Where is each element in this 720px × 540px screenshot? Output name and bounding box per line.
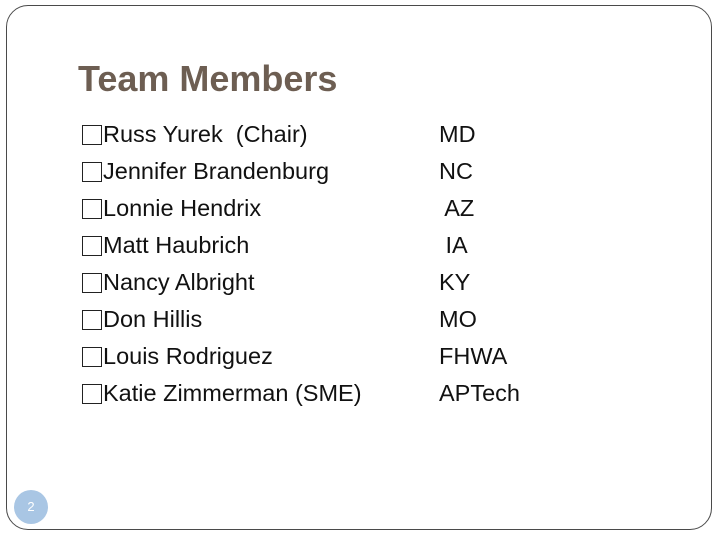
- member-name: Katie Zimmerman (SME): [103, 380, 362, 406]
- member-name: Russ Yurek (Chair): [103, 121, 308, 147]
- missing-glyph-box-icon: [82, 384, 102, 404]
- list-item: [82, 375, 362, 412]
- member-name: Louis Rodriguez: [103, 343, 273, 369]
- member-name-list: [82, 116, 362, 412]
- member-state-list: [439, 116, 520, 412]
- member-state: AZ: [439, 195, 475, 221]
- member-state: APTech: [439, 380, 520, 406]
- list-item: [82, 153, 362, 190]
- missing-glyph-box-icon: [82, 125, 102, 145]
- member-state: KY: [439, 269, 471, 295]
- missing-glyph-box-icon: [82, 310, 102, 330]
- member-name: Lonnie Hendrix: [103, 195, 262, 221]
- list-item: [82, 264, 362, 301]
- list-item: [82, 301, 362, 338]
- member-state: FHWA: [439, 343, 508, 369]
- missing-glyph-box-icon: [82, 347, 102, 367]
- member-name: Don Hillis: [103, 306, 203, 332]
- member-state: MO: [439, 306, 477, 332]
- member-state: NC: [439, 158, 473, 184]
- slide-number-badge: 2: [14, 490, 48, 524]
- missing-glyph-box-icon: [82, 162, 102, 182]
- member-state: IA: [439, 232, 468, 258]
- member-name: Jennifer Brandenburg: [103, 158, 330, 184]
- missing-glyph-box-icon: [82, 199, 102, 219]
- member-state: MD: [439, 121, 476, 147]
- missing-glyph-box-icon: [82, 236, 102, 256]
- slide-title: Team Members: [78, 58, 338, 99]
- list-item: [82, 227, 362, 264]
- missing-glyph-box-icon: [82, 273, 102, 293]
- member-name: Nancy Albright: [103, 269, 255, 295]
- list-item: [82, 190, 362, 227]
- list-item: [82, 338, 362, 375]
- member-name: Matt Haubrich: [103, 232, 250, 258]
- list-item: [82, 116, 362, 153]
